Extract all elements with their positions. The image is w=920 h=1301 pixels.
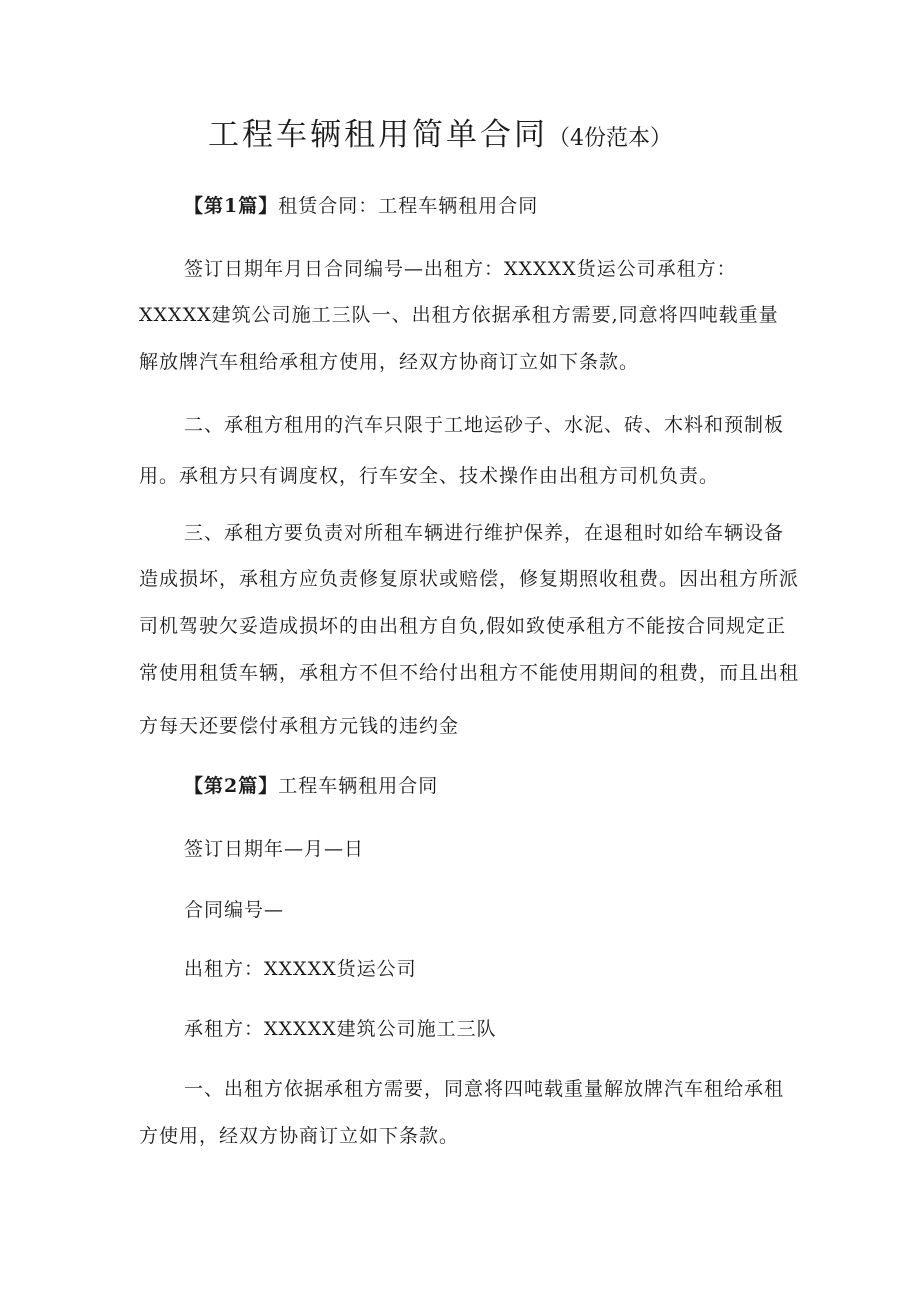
- para-1-line-3: 解放牌汽车租给承租方使用，经双方协商订立如下条款。: [139, 351, 640, 373]
- para-3-line-1: 三、承租方要负责对所租车辆进行维护保养，在退租时如给车辆设备: [184, 522, 785, 544]
- lessor-line: 出租方：XXXXX货运公司: [184, 958, 417, 980]
- para-2-line-2: 用。承租方只有调度权，行车安全、技术操作由出租方司机负责。: [139, 465, 720, 487]
- title-parenthetical: （4份范本）: [548, 126, 672, 151]
- para-4-line-2: 方使用，经双方协商订立如下条款。: [139, 1125, 460, 1147]
- chapter-1-heading: [184, 191, 538, 221]
- para-3-line-4: 常使用租赁车辆，承租方不但不给付出租方不能使用期间的租费，而且出租: [139, 662, 800, 684]
- para-2-line-1: 二、承租方租用的汽车只限于工地运砂子、水泥、砖、木料和预制板: [184, 414, 785, 436]
- chapter-1-label: 第1篇: [204, 195, 259, 217]
- chapter-2-bracket-close: 】: [258, 775, 279, 797]
- sign-date-line: 签订日期年—月—日: [184, 838, 365, 860]
- para-1-line-1: 签订日期年月日合同编号—出租方：XXXXX货运公司承租方：: [184, 258, 737, 280]
- chapter-1-bracket-open: 【: [184, 195, 205, 217]
- contract-number-line: 合同编号—: [184, 899, 285, 921]
- chapter-1-bracket-close: 】: [258, 195, 279, 217]
- chapter-2-heading: [184, 771, 438, 801]
- chapter-2-bracket-open: 【: [184, 775, 205, 797]
- para-3-line-5: 方每天还要偿付承租方元钱的违约金: [139, 715, 460, 737]
- lessee-line: 承租方：XXXXX建筑公司施工三队: [184, 1018, 497, 1040]
- title-main: 工程车辆租用简单合同: [208, 117, 548, 153]
- chapter-1-title: 租赁合同：工程车辆租用合同: [278, 195, 539, 217]
- document-title: [0, 112, 880, 162]
- para-4-line-1: 一、出租方依据承租方需要，同意将四吨载重量解放牌汽车租给承租: [184, 1078, 785, 1100]
- para-1-line-2: XXXXX建筑公司施工三队一、出租方依据承租方需要,同意将四吨载重量: [139, 304, 779, 326]
- chapter-2-title: 工程车辆租用合同: [278, 775, 439, 797]
- chapter-2-label: 第2篇: [204, 775, 259, 797]
- para-3-line-2: 造成损坏，承租方应负责修复原状或赔偿，修复期照收租费。因出租方所派: [139, 568, 800, 590]
- para-3-line-3: 司机驾驶欠妥造成损坏的由出租方自负,假如致使承租方不能按合同规定正: [139, 615, 787, 637]
